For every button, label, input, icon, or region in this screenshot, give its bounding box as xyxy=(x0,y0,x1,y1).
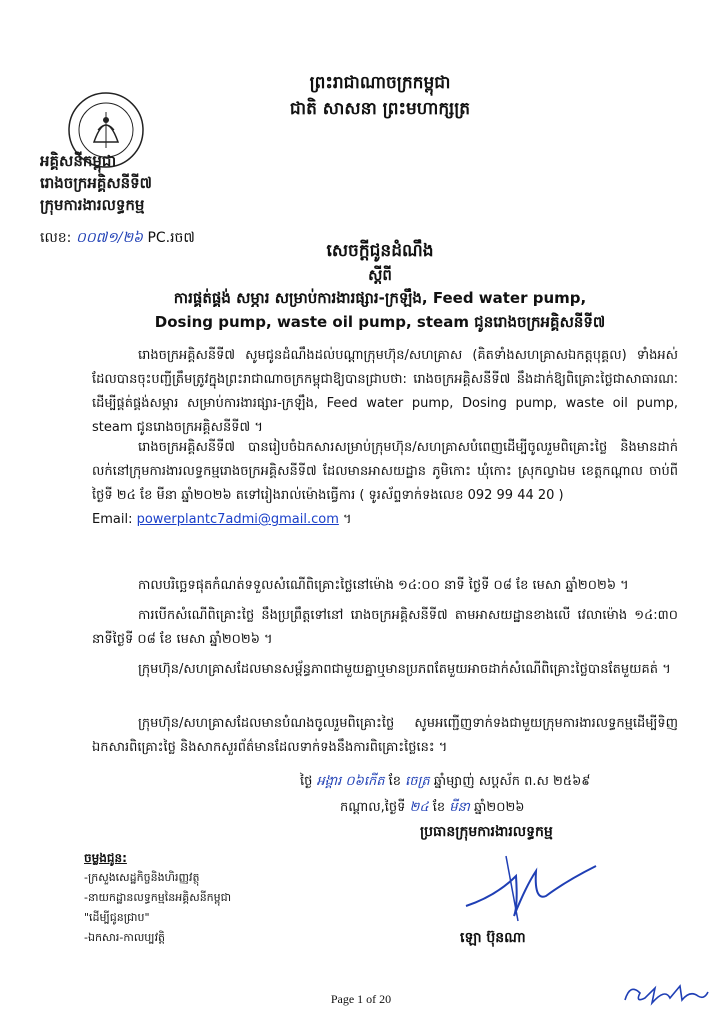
title-line-3a: ការផ្គត់ផ្គង់ សម្ភារ សម្រាប់ការងារផ្សារ-ក្រឡឹង, Feed water pump, xyxy=(173,289,587,307)
page-footer: Page 1 of 20 xyxy=(330,992,392,1006)
kingdom-header xyxy=(250,70,510,122)
ref-suffix: PC.រច៧ xyxy=(147,230,195,246)
email-label: Email: xyxy=(92,512,133,527)
paragraph-3 xyxy=(92,574,678,598)
paragraph-4 xyxy=(92,604,678,652)
title-line-1: សេចក្តីជូនដំណឹង xyxy=(326,241,434,261)
ref-number: ០០៧១/២៦ xyxy=(75,230,143,246)
cc-item: -ក្រសួងសេដ្ឋកិច្ចនិងហិរញ្ញវត្ថុ xyxy=(84,871,200,884)
paragraph-3-text: កាលបរិច្ឆេទផុតកំណត់ទទួលសំណើពិគ្រោះថ្លៃនៅម៉ោង ១៤:០០ នាទី ថ្ងៃទី ០៨ ខែ មេសា ឆ្នាំ២០២៦ ។ xyxy=(138,578,629,593)
cc-item: "ដើម្បីជូនជ្រាប" xyxy=(84,911,150,924)
title-line-2: ស្តីពី xyxy=(368,266,392,284)
signature-icon xyxy=(456,846,606,926)
paragraph-5-text: ក្រុមហ៊ុន/សហគ្រាសដែលមានសម្ព័ន្ធភាពជាមួយគ្នាឬមានប្រភពតែមួយអាចដាក់សំណើពិគ្រោះថ្លៃបានតែមួយគត់ ។ xyxy=(138,662,671,677)
paragraph-6 xyxy=(92,712,678,760)
paragraph-4-text: ការបើកសំណើពិគ្រោះថ្លៃ នឹងប្រព្រឹត្តទៅនៅ រោងចក្រអគ្គិសនីទី៧ តាមអាសយដ្ឋានខាងលើ វេលាម៉ោង ១៤:៣០ នាទីថ្ងៃទី ០៨ ខែ មេសា ឆ្នាំ២០២៦ ។ xyxy=(92,608,678,647)
org-line-2: រោងចក្រអគ្គិសនីទី៧ xyxy=(40,174,152,192)
date-1-hand: អង្គារ ០៦កើត xyxy=(316,774,385,789)
kingdom-line-1: ព្រះរាជាណាចក្រកម្ពុជា xyxy=(309,73,451,93)
cc-list xyxy=(84,848,231,948)
date-2-mid: ខែ xyxy=(432,800,446,815)
lunar-date-line xyxy=(300,770,680,794)
date-1-suffix: ឆ្នាំម្សាញ់ សប្តស័ក ព.ស ២៥៦៩ xyxy=(433,774,591,789)
notice-title xyxy=(100,238,660,334)
date-1-mid: ខែ xyxy=(388,774,401,789)
kingdom-line-2: ជាតិ សាសនា ព្រះមហាក្សត្រ xyxy=(289,99,471,119)
signer-name: ឡោ ប៊ុនណា xyxy=(460,930,526,946)
cc-title: ចម្លងជូន: xyxy=(84,851,127,865)
org-line-1: អគ្គិសនីកម្ពុជា xyxy=(40,152,117,170)
solar-date-line xyxy=(340,796,720,820)
ref-label: លេខ: xyxy=(40,230,72,246)
cc-item: -នាយកដ្ឋានលទ្ធកម្មនៃអគ្គិសនីកម្ពុជា xyxy=(84,891,232,904)
cc-item: -ឯកសារ-កាលប្បវត្តិ xyxy=(84,931,166,944)
date-2-hand: ២៤ xyxy=(409,800,429,815)
date-2-prefix: កណ្តាល,ថ្ងៃទី xyxy=(340,800,406,815)
org-line-3: ក្រុមការងារលទ្ធកម្ម xyxy=(40,196,145,214)
org-block xyxy=(40,150,152,216)
paragraph-2 xyxy=(92,436,678,532)
email-link[interactable]: powerplantc7admi@gmail.com xyxy=(136,512,339,527)
email-end: ។ xyxy=(343,512,352,527)
date-2-suffix: ឆ្នាំ២០២៦ xyxy=(474,800,525,815)
date-2-hand-2: មីនា xyxy=(449,800,470,815)
paragraph-5 xyxy=(92,658,678,682)
date-1-hand-2: ចេត្រ xyxy=(405,774,430,789)
signer-title: ប្រធានក្រុមការងារលទ្ធកម្ម xyxy=(420,824,553,840)
paragraph-1 xyxy=(92,344,678,440)
paragraph-2-text: រោងចក្រអគ្គិសនីទី៧ បានរៀបចំឯកសារសម្រាប់ក្រុមហ៊ុន/សហគ្រាសបំពេញដើម្បីចូលរួមពិគ្រោះថ្លៃ និងមានដាក់លក់នៅក្រុមការងារលទ្ធកម្មរោងចក្រអគ្គិសនីទី៧ ដែលមានអាសយដ្ឋាន ភូមិកោះ ឃុំកោះ ស្រុកល្វាឯម ខេត្តកណ្តាល ចាប់ពីថ្ងៃទី ២៤ ខែ មីនា ឆ្នាំ២០២៦ តទៅរៀងរាល់ម៉ោងធ្វើការ ( ទូរស័ព្ទទាក់ទងលេខ 092 99 44 20 ) xyxy=(92,440,678,503)
date-1-prefix: ថ្ងៃ xyxy=(300,774,313,789)
paragraph-1-text: រោងចក្រអគ្គិសនីទី៧ សូមជូនដំណឹងដល់បណ្តាក្រុមហ៊ុន/សហគ្រាស (គិតទាំងសហគ្រាសឯកត្តបុគ្គល) ទាំងអស់ដែលបានចុះបញ្ជីត្រឹមត្រូវក្នុងព្រះរាជាណាចក្រកម្ពុជាឱ្យបានជ្រាបថា: រោងចក្រអគ្គិសនីទី៧ នឹងដាក់ឱ្យពិគ្រោះថ្លៃជាសាធារណៈដើម្បីផ្គត់ផ្គង់សម្ភារ សម្រាប់ការងារផ្សារ-ក្រឡឹង, Feed water pump, Dosing pump, waste oil pump, steam ជូនរោងចក្រអគ្គិសនីទី៧ ។ xyxy=(92,348,678,435)
initials-icon xyxy=(620,978,710,1008)
paragraph-6-text: ក្រុមហ៊ុន/សហគ្រាសដែលមានបំណងចូលរួមពិគ្រោះថ្លៃ សូមអញ្ជើញទាក់ទងជាមួយក្រុមការងារលទ្ធកម្មដើម្បីទិញឯកសារពិគ្រោះថ្លៃ និងសាកសួរព័ត៌មានដែលទាក់ទងនឹងការពិគ្រោះថ្លៃនេះ ។ xyxy=(92,716,678,755)
title-line-3b: Dosing pump, waste oil pump, steam ជូនរោងចក្រអគ្គិសនីទី៧ xyxy=(154,313,606,331)
